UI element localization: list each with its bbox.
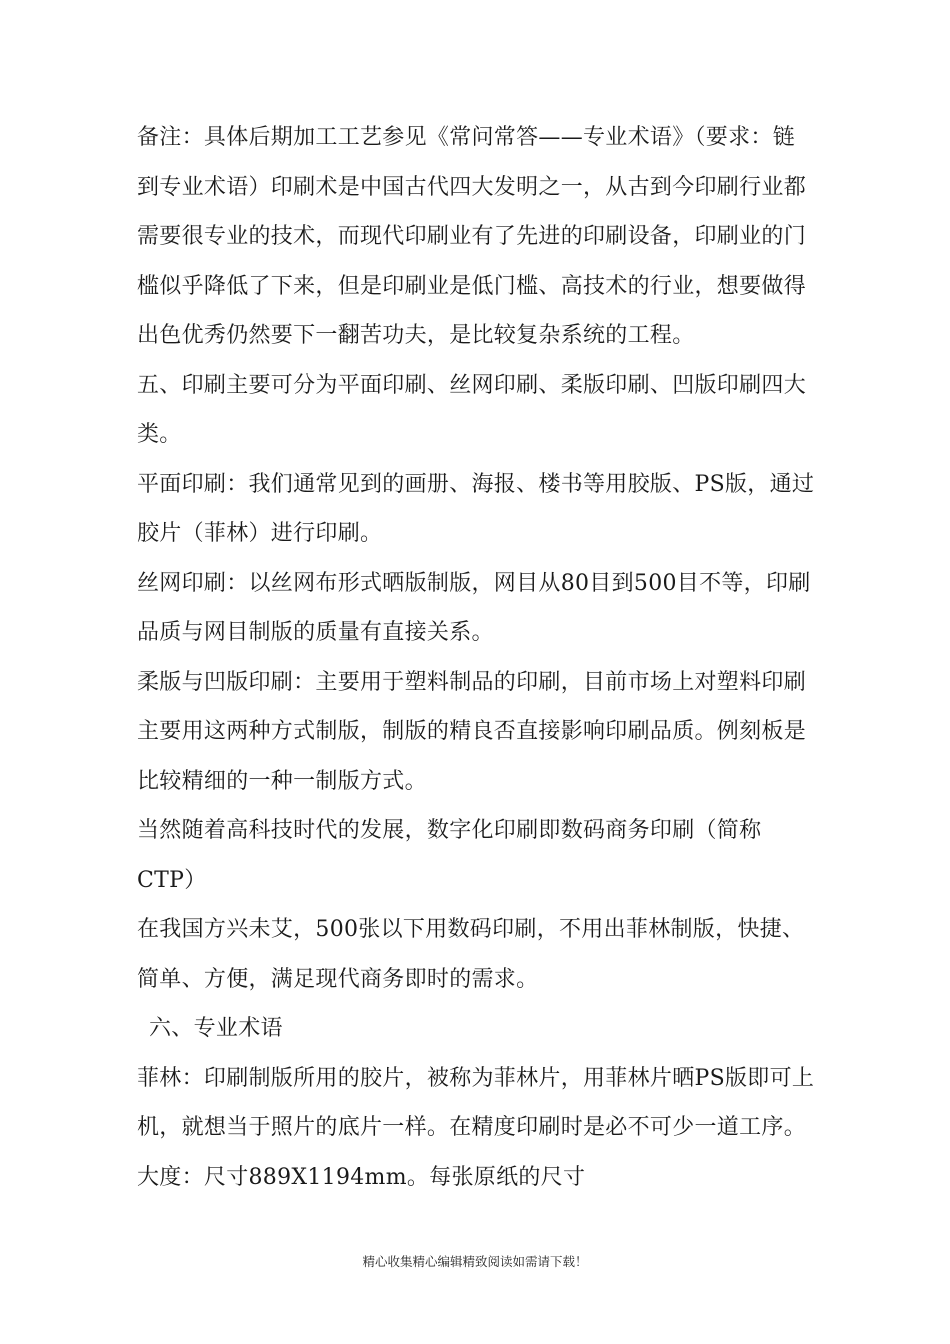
section-heading-six: 六、专业术语 [149, 1016, 283, 1041]
text-line: 品质与网目制版的质量有直接关系。 [137, 620, 494, 645]
text-line: 柔版与凹版印刷：主要用于塑料制品的印刷，目前市场上对塑料印刷 [137, 669, 807, 695]
text-line: 平面印刷：我们通常见到的画册、海报、楼书等用胶版、PS版，通过 [137, 471, 815, 497]
text-line: 比较精细的一种一制版方式。 [137, 768, 427, 794]
text-line: 菲林：印刷制版所用的胶片，被称为菲林片，用菲林片晒PS版即可上 [137, 1065, 815, 1091]
text-line: 需要很专业的技术，而现代印刷业有了先进的印刷设备，印刷业的门 [137, 224, 807, 249]
text-line: CTP） [137, 867, 207, 893]
section-heading-five: 五、印刷主要可分为平面印刷、丝网印刷、柔版印刷、凹版印刷四大 [137, 372, 807, 398]
text-line: 类。 [137, 422, 182, 447]
text-line: 在我国方兴未艾，500张以下用数码印刷，不用出菲林制版，快捷、 [137, 917, 805, 942]
text-line: 出色优秀仍然要下一翻苦功夫，是比较复杂系统的工程。 [137, 323, 695, 348]
text-line: 到专业术语）印刷术是中国古代四大发明之一，从古到今印刷行业都 [137, 174, 807, 200]
text-line: 简单、方便，满足现代商务即时的需求。 [137, 966, 539, 992]
text-line: 当然随着高科技时代的发展，数字化印刷即数码商务印刷（简称 [137, 818, 762, 843]
text-line: 大度：尺寸889X1194mm。每张原纸的尺寸 [137, 1164, 586, 1190]
text-line: 机，就想当于照片的底片一样。在精度印刷时是必不可少一道工序。 [137, 1115, 807, 1140]
text-line: 胶片（菲林）进行印刷。 [137, 521, 383, 546]
text-line: 主要用这两种方式制版，制版的精良否直接影响印刷品质。例刻板是 [137, 719, 807, 744]
page-footer: 精心收集精心编辑精致阅读如需请下载！ [362, 1254, 588, 1269]
document-body [137, 113, 827, 1202]
text-line: 丝网印刷：以丝网布形式晒版制版，网目从80目到500目不等，印刷 [137, 570, 811, 596]
text-line: 备注：具体后期加工工艺参见《常问常答——专业术语》（要求：链 [137, 125, 796, 150]
text-line: 槛似乎降低了下来，但是印刷业是低门槛、高技术的行业，想要做得 [137, 273, 807, 299]
